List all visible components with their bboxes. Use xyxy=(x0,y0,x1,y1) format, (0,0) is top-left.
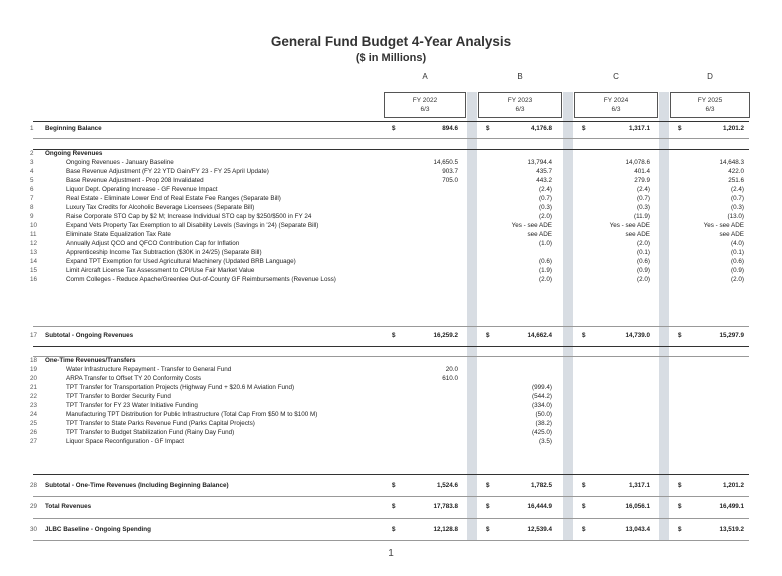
row-label: Limit Aircraft License Tax Assessment to CPI/Use Fair Market Value xyxy=(66,267,255,274)
row-number: 21 xyxy=(30,384,38,391)
table-row xyxy=(30,124,750,134)
row-number: 19 xyxy=(30,366,38,373)
row-number: 18 xyxy=(30,357,38,364)
row-label: Eliminate State Equalization Tax Rate xyxy=(66,231,171,238)
cell-value: 435.7 xyxy=(536,168,552,175)
row-number: 15 xyxy=(30,267,38,274)
currency-symbol: $ xyxy=(392,332,396,339)
cell-value: 1,317.1 xyxy=(628,125,650,132)
currency-symbol: $ xyxy=(678,125,682,132)
row-number: 4 xyxy=(30,168,34,175)
fiscal-year-date: 6/3 xyxy=(420,106,430,113)
cell-value: 14,648.3 xyxy=(719,159,744,166)
currency-symbol: $ xyxy=(486,125,490,132)
cell-value: (2.4) xyxy=(637,186,650,193)
cell-value: (0.6) xyxy=(731,258,744,265)
currency-symbol: $ xyxy=(392,125,396,132)
fiscal-year-date: 6/3 xyxy=(705,106,715,113)
cell-value: 12,539.4 xyxy=(527,526,552,533)
cell-value: (13.0) xyxy=(727,213,744,220)
currency-symbol: $ xyxy=(582,503,586,510)
row-label: Liquor Dept. Operating Increase - GF Revenue Impact xyxy=(66,186,218,193)
row-number: 12 xyxy=(30,240,38,247)
currency-symbol: $ xyxy=(392,482,396,489)
row-number: 14 xyxy=(30,258,38,265)
row-label: Expand TPT Exemption for Used Agricultural Machinery (Updated BRB Language) xyxy=(66,258,296,265)
row-number: 29 xyxy=(30,503,38,510)
currency-symbol: $ xyxy=(392,503,396,510)
cell-value: (544.2) xyxy=(532,393,552,400)
cell-value: 251.6 xyxy=(728,177,744,184)
column-letter: C xyxy=(613,72,619,81)
currency-symbol: $ xyxy=(486,482,490,489)
cell-value: 1,782.5 xyxy=(530,482,552,489)
cell-value: (334.0) xyxy=(532,402,552,409)
row-label: Subtotal - One-Time Revenues (Including Beginning Balance) xyxy=(45,482,229,489)
page-subtitle: ($ in Millions) xyxy=(355,52,427,64)
row-number: 8 xyxy=(30,204,34,211)
cell-value: 443.2 xyxy=(536,177,552,184)
cell-value: 13,794.4 xyxy=(527,159,552,166)
cell-value: 1,201.2 xyxy=(722,482,744,489)
cell-value: 1,201.2 xyxy=(722,125,744,132)
cell-value: (425.0) xyxy=(532,429,552,436)
currency-symbol: $ xyxy=(486,332,490,339)
row-number: 5 xyxy=(30,177,34,184)
cell-value: (0.1) xyxy=(731,249,744,256)
table-rule xyxy=(33,496,749,497)
fiscal-year-label: FY 2022 xyxy=(412,97,438,104)
cell-value: (0.1) xyxy=(637,249,650,256)
page-number: 1 xyxy=(388,548,394,559)
cell-value: 17,783.8 xyxy=(433,503,458,510)
table-rule xyxy=(33,356,749,357)
cell-value: (2.4) xyxy=(731,186,744,193)
row-label: One-Time Revenues/Transfers xyxy=(45,357,136,364)
currency-symbol: $ xyxy=(582,332,586,339)
table-row xyxy=(30,525,750,535)
cell-value: (2.0) xyxy=(539,276,552,283)
table-rule xyxy=(33,540,749,541)
cell-value: (4.0) xyxy=(731,240,744,247)
fiscal-year-label: FY 2025 xyxy=(697,97,723,104)
fiscal-year-date: 6/3 xyxy=(611,106,621,113)
table-row xyxy=(30,481,750,491)
cell-value: (0.7) xyxy=(731,195,744,202)
row-label: Annually Adjust QCO and QFCO Contribution Cap for Inflation xyxy=(66,240,240,247)
row-number: 1 xyxy=(30,125,34,132)
currency-symbol: $ xyxy=(486,526,490,533)
cell-value: Yes - see ADE xyxy=(703,222,744,229)
row-label: TPT Transfer for FY 23 Water Initiative Funding xyxy=(66,402,198,409)
cell-value: (0.3) xyxy=(637,204,650,211)
row-number: 22 xyxy=(30,393,38,400)
cell-value: 14,662.4 xyxy=(527,332,552,339)
cell-value: (2.0) xyxy=(637,276,650,283)
row-number: 20 xyxy=(30,375,38,382)
cell-value: (0.6) xyxy=(637,258,650,265)
row-number: 6 xyxy=(30,186,34,193)
cell-value: 15,297.9 xyxy=(719,332,744,339)
table-rule xyxy=(33,346,749,347)
row-number: 2 xyxy=(30,150,34,157)
cell-value: 13,519.2 xyxy=(719,526,744,533)
cell-value: 16,499.1 xyxy=(719,503,744,510)
column-letter: D xyxy=(707,72,713,81)
row-label: Manufacturing TPT Distribution for Public Infrastructure (Total Cap From $50 M to $100 M) xyxy=(66,411,318,418)
fiscal-year-header xyxy=(670,92,750,118)
row-number: 3 xyxy=(30,159,34,166)
currency-symbol: $ xyxy=(486,503,490,510)
row-number: 26 xyxy=(30,429,38,436)
cell-value: 705.0 xyxy=(442,177,458,184)
cell-value: see ADE xyxy=(527,231,552,238)
cell-value: 14,078.6 xyxy=(625,159,650,166)
row-number: 9 xyxy=(30,213,34,220)
row-label: JLBC Baseline - Ongoing Spending xyxy=(45,526,152,533)
cell-value: 4,176.8 xyxy=(530,125,552,132)
cell-value: 16,259.2 xyxy=(433,332,458,339)
table-rule xyxy=(33,326,749,327)
currency-symbol: $ xyxy=(582,125,586,132)
row-label: Raise Corporate STO Cap by $2 M; Increase Individual STO cap by $250/$500 in FY 24 xyxy=(66,213,312,220)
cell-value: see ADE xyxy=(625,231,650,238)
row-label: Liquor Space Reconfiguration - GF Impact xyxy=(66,438,184,445)
row-label: Luxury Tax Credits for Alcoholic Beverage Licensees (Separate Bill) xyxy=(66,204,255,211)
cell-value: 279.9 xyxy=(634,177,650,184)
currency-symbol: $ xyxy=(678,526,682,533)
cell-value: 12,128.8 xyxy=(433,526,458,533)
currency-symbol: $ xyxy=(678,503,682,510)
cell-value: (1.9) xyxy=(539,267,552,274)
cell-value: (2.0) xyxy=(731,276,744,283)
cell-value: 13,043.4 xyxy=(625,526,650,533)
row-label: TPT Transfer to Budget Stabilization Fund (Rainy Day Fund) xyxy=(66,429,235,436)
currency-symbol: $ xyxy=(582,482,586,489)
cell-value: 610.0 xyxy=(442,375,458,382)
cell-value: (2.0) xyxy=(637,240,650,247)
row-label: Apprenticeship Income Tax Subtraction ($30K in 24/25) (Separate Bill) xyxy=(66,249,262,256)
cell-value: (2.4) xyxy=(539,186,552,193)
column-letter: B xyxy=(517,72,523,81)
cell-value: (0.7) xyxy=(637,195,650,202)
row-number: 24 xyxy=(30,411,38,418)
cell-value: 422.0 xyxy=(728,168,744,175)
column-letter: A xyxy=(422,72,428,81)
table-rule xyxy=(33,138,749,139)
cell-value: see ADE xyxy=(719,231,744,238)
row-label: Total Revenues xyxy=(45,503,92,510)
row-label: TPT Transfer for Transportation Projects (Highway Fund + $20.6 M Aviation Fund) xyxy=(66,384,295,391)
cell-value: (0.3) xyxy=(731,204,744,211)
cell-value: 903.7 xyxy=(442,168,458,175)
row-number: 13 xyxy=(30,249,38,256)
row-number: 10 xyxy=(30,222,38,229)
cell-value: 20.0 xyxy=(445,366,458,373)
cell-value: (999.4) xyxy=(532,384,552,391)
row-number: 27 xyxy=(30,438,38,445)
table-rule xyxy=(33,121,749,122)
table-row xyxy=(30,331,750,341)
currency-symbol: $ xyxy=(392,526,396,533)
row-number: 28 xyxy=(30,482,38,489)
row-label: Base Revenue Adjustment (FY 22 YTD Gain/FY 23 - FY 25 April Update) xyxy=(66,168,269,175)
row-label: Base Revenue Adjustment - Prop 208 Invalidated xyxy=(66,177,204,184)
row-label: Subtotal - Ongoing Revenues xyxy=(45,332,134,339)
row-number: 30 xyxy=(30,526,38,533)
cell-value: 14,739.0 xyxy=(625,332,650,339)
cell-value: 401.4 xyxy=(634,168,650,175)
row-label: Water Infrastructure Repayment - Transfer to General Fund xyxy=(66,366,232,373)
table-row xyxy=(30,502,750,512)
row-label: TPT Transfer to State Parks Revenue Fund (Parks Capital Projects) xyxy=(66,420,255,427)
cell-value: Yes - see ADE xyxy=(511,222,552,229)
currency-symbol: $ xyxy=(678,332,682,339)
cell-value: (0.7) xyxy=(539,195,552,202)
table-rule xyxy=(33,518,749,519)
table-rule xyxy=(33,149,749,150)
cell-value: Yes - see ADE xyxy=(609,222,650,229)
page-title: General Fund Budget 4-Year Analysis xyxy=(270,34,512,49)
fiscal-year-label: FY 2024 xyxy=(603,97,629,104)
row-number: 17 xyxy=(30,332,38,339)
row-label: Ongoing Revenues - January Baseline xyxy=(66,159,174,166)
fiscal-year-header xyxy=(574,92,658,118)
row-label: Comm Colleges - Reduce Apache/Greenlee Out-of-County GF Reimbursements (Revenue Loss) xyxy=(66,276,336,283)
fiscal-year-date: 6/3 xyxy=(515,106,525,113)
cell-value: 894.6 xyxy=(442,125,458,132)
cell-value: (0.9) xyxy=(637,267,650,274)
cell-value: 1,524.6 xyxy=(436,482,458,489)
row-label: Ongoing Revenues xyxy=(45,150,103,157)
cell-value: (50.0) xyxy=(535,411,552,418)
fiscal-year-header xyxy=(478,92,562,118)
cell-value: (1.0) xyxy=(539,240,552,247)
cell-value: (0.9) xyxy=(731,267,744,274)
cell-value: 16,056.1 xyxy=(625,503,650,510)
cell-value: 16,444.9 xyxy=(527,503,552,510)
table-rule xyxy=(33,474,749,475)
fiscal-year-header xyxy=(384,92,466,118)
row-number: 25 xyxy=(30,420,38,427)
row-label: TPT Transfer to Border Security Fund xyxy=(66,393,171,400)
cell-value: 14,650.5 xyxy=(433,159,458,166)
cell-value: (3.5) xyxy=(539,438,552,445)
table-row xyxy=(30,437,750,447)
row-number: 23 xyxy=(30,402,38,409)
row-label: Beginning Balance xyxy=(45,125,102,132)
fiscal-year-label: FY 2023 xyxy=(507,97,533,104)
row-label: Expand Vets Property Tax Exemption to all Disability Levels (Savings in '24) (Separate Bill) xyxy=(66,222,319,229)
table-row xyxy=(30,275,750,285)
cell-value: (2.0) xyxy=(539,213,552,220)
cell-value: (0.6) xyxy=(539,258,552,265)
row-number: 16 xyxy=(30,276,38,283)
row-number: 7 xyxy=(30,195,34,202)
cell-value: (0.3) xyxy=(539,204,552,211)
cell-value: (38.2) xyxy=(535,420,552,427)
currency-symbol: $ xyxy=(582,526,586,533)
row-label: ARPA Transfer to Offset TY 20 Conformity Costs xyxy=(66,375,201,382)
cell-value: 1,317.1 xyxy=(628,482,650,489)
row-label: Real Estate - Eliminate Lower End of Real Estate Fee Ranges (Separate Bill) xyxy=(66,195,281,202)
currency-symbol: $ xyxy=(678,482,682,489)
row-number: 11 xyxy=(30,231,37,238)
cell-value: (11.9) xyxy=(634,213,650,220)
